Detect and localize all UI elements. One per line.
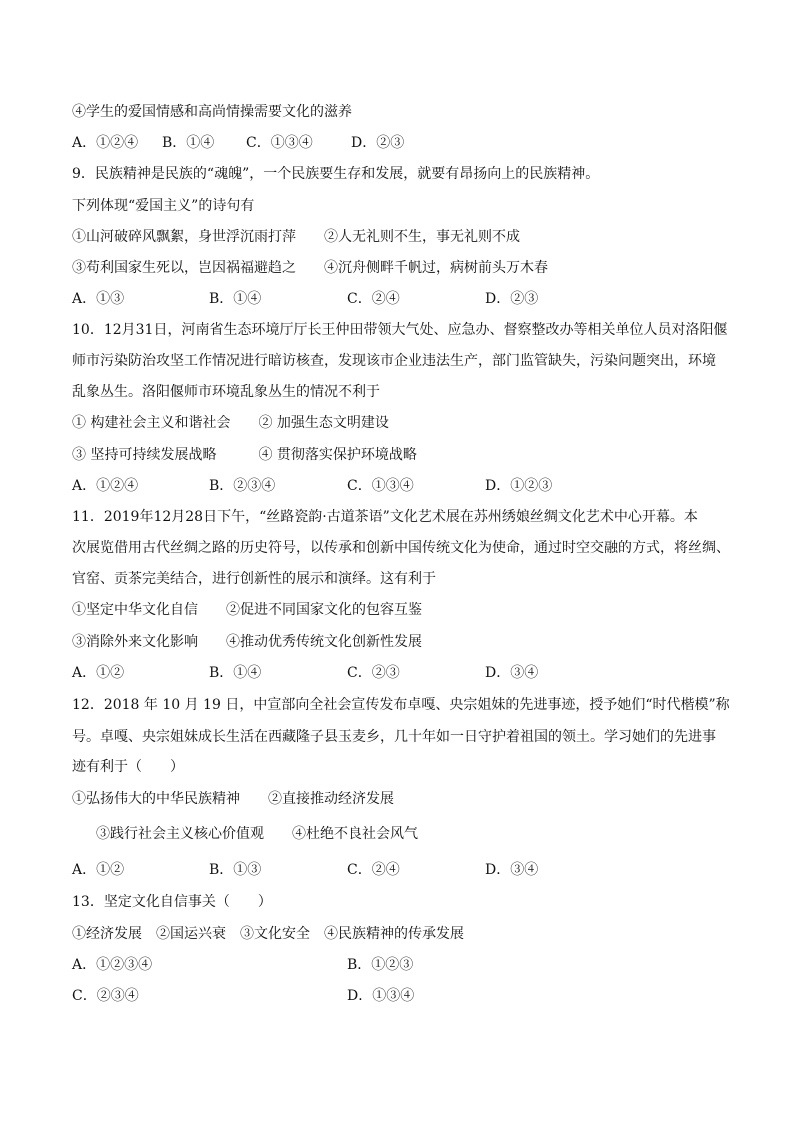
q11-option-a: A．①② bbox=[72, 665, 125, 681]
q12-stem-line-2: 号。卓嘎、央宗姐妹成长生活在西藏隆子县玉麦乡，几十年如一日守护着祖国的领土。学习她们的先进事 bbox=[72, 729, 716, 745]
q11-option-d: D．③④ bbox=[485, 665, 539, 681]
q12-option-c: C．②④ bbox=[347, 862, 400, 878]
q13-option-a: A．①②③④ bbox=[72, 957, 153, 973]
q10-option-b: B．②③④ bbox=[209, 478, 276, 494]
q13-stem-line-1: 13．坚定文化自信事关（ ） bbox=[72, 894, 272, 910]
q12-option-d: D．③④ bbox=[485, 862, 539, 878]
q10-stem-line-1: 10．12月31日，河南省生态环境厅厅长王仲田带领大气处、应急办、督察整改办等相关单位人员对洛阳偃 bbox=[72, 322, 728, 338]
q11-option-c: C．②③ bbox=[347, 665, 400, 681]
q8-option-b: B．①④ bbox=[162, 135, 215, 151]
q11-stem-line-3: 官窑、贡茶完美结合，进行创新性的展示和演绎。这有利于 bbox=[72, 571, 436, 587]
q8-option-d: D．②③ bbox=[351, 135, 405, 151]
q11-stem-line-1: 11．2019年12月28日下午，“丝路瓷韵·古道茶语”文化艺术展在苏州绣娘丝绸文化艺术中心开幕。本 bbox=[72, 509, 698, 525]
q10-items-line-2: ③ 坚持可持续发展战略 ④ 贯彻落实保护环境战略 bbox=[72, 447, 417, 463]
q10-option-d: D．①②③ bbox=[485, 478, 553, 494]
q10-option-c: C．①③④ bbox=[347, 478, 414, 494]
q9-items-line-1: ①山河破碎风飘絮，身世浮沉雨打萍 ②人无礼则不生，事无礼则不成 bbox=[72, 229, 520, 245]
q12-stem-line-3: 迹有利于（ ） bbox=[72, 759, 184, 775]
q12-option-b: B．①③ bbox=[209, 862, 262, 878]
q13-option-d: D．①③④ bbox=[347, 988, 415, 1004]
q10-stem-line-2: 师市污染防治攻坚工作情况进行暗访核查，发现该市企业违法生产，部门监管缺失，污染问题突出，环境 bbox=[72, 353, 716, 369]
q8-item-4: ④学生的爱国情感和高尚情操需要文化的滋养 bbox=[72, 104, 352, 120]
q8-option-c: C．①③④ bbox=[246, 135, 313, 151]
q11-items-line-2: ③消除外来文化影响 ④推动优秀传统文化创新性发展 bbox=[72, 634, 422, 650]
q13-option-b: B．①②③ bbox=[347, 957, 414, 973]
q10-items-line-1: ① 构建社会主义和谐社会 ② 加强生态文明建设 bbox=[72, 415, 389, 431]
q11-items-line-1: ①坚定中华文化自信 ②促进不同国家文化的包容互鉴 bbox=[72, 602, 422, 618]
q9-stem-line-1: 9．民族精神是民族的“魂魄”，一个民族要生存和发展，就要有昂扬向上的民族精神。 bbox=[72, 166, 600, 182]
q12-stem-line-1: 12．2018 年 10 月 19 日，中宣部向全社会宣传发布卓嘎、央宗姐妹的先进事迹，授予她们“时代楷模”称 bbox=[72, 697, 730, 713]
q12-items-line-2: ③践行社会主义核心价值观 ④杜绝不良社会风气 bbox=[96, 826, 418, 842]
q13-option-c: C．②③④ bbox=[72, 988, 139, 1004]
q9-option-b: B．①④ bbox=[209, 291, 262, 307]
q9-option-a: A．①③ bbox=[72, 291, 125, 307]
q9-option-d: D．②③ bbox=[485, 291, 539, 307]
q12-items-line-1: ①弘扬伟大的中华民族精神 ②直接推动经济发展 bbox=[72, 791, 394, 807]
q11-option-b: B．①④ bbox=[209, 665, 262, 681]
q10-option-a: A．①②④ bbox=[72, 478, 139, 494]
q11-stem-line-2: 次展览借用古代丝绸之路的历史符号，以传承和创新中国传统文化为使命，通过时空交融的方式，将丝绸、 bbox=[72, 540, 730, 556]
q8-option-a: A．①②④ bbox=[72, 135, 139, 151]
q9-items-line-2: ③苟利国家生死以，岂因祸福避趋之 ④沉舟侧畔千帆过，病树前头万木春 bbox=[72, 260, 548, 276]
q9-stem-line-2: 下列体现“爱国主义”的诗句有 bbox=[72, 198, 255, 214]
q13-items-line-1: ①经济发展 ②国运兴衰 ③文化安全 ④民族精神的传承发展 bbox=[72, 926, 464, 942]
q12-option-a: A．①② bbox=[72, 862, 125, 878]
q10-stem-line-3: 乱象丛生。洛阳偃师市环境乱象丛生的情况不利于 bbox=[72, 384, 380, 400]
q9-option-c: C．②④ bbox=[347, 291, 400, 307]
